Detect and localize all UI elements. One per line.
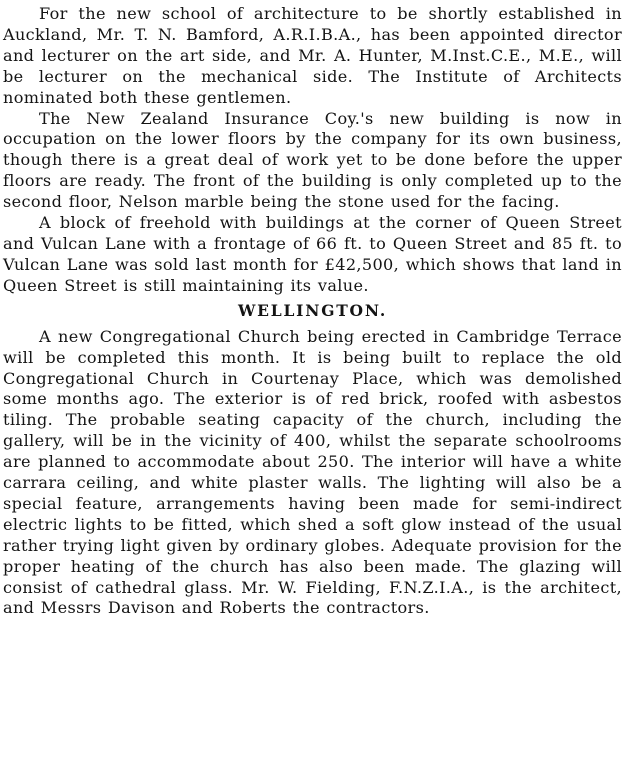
paragraph-insurance-building: The New Zealand Insurance Coy.'s new building is now in occupation on the lower floors by the company for its own business, though there is a great deal of work yet to be done before the upper floors are ready. The front of the building is only completed up to the second floor, Nelson marble being the stone used for the facing. <box>3 108 622 212</box>
section-heading-wellington: WELLINGTON. <box>237 300 388 320</box>
paragraph-architecture-school: For the new school of architecture to be shortly established in Auckland, Mr. T. N. Bamford, A.R.I.B.A., has been appointed director and lecturer on the art side, and Mr. A. Hunter, M.Inst.C.E., M.E., will be lecturer on the mechanical side. The Institute of Architects nominated both these gentlemen. <box>3 4 622 107</box>
paragraph-freehold-sale: A block of freehold with buildings at the corner of Queen Street and Vulcan Lane with a frontage of 66 ft. to Queen Street and 85 ft. to Vulcan Lane was sold last month for £42,500, which shows that land in Queen Street is still maintaining its value. <box>3 213 622 295</box>
paragraph-congregational-church: A new Congregational Church being erected in Cambridge Terrace will be completed this month. It is being built to replace the old Congregational Church in Courtenay Place, which was demolished some months ago. The exterior is of red brick, roofed with asbestos tiling. The probable seating capacity of the church, including the gallery, will be in the vicinity of 400, whilst the separate schoolrooms are planned to accommodate about 250. The interior will have a white carrara ceiling, and white plaster walls. The lighting will also be a special feature, arrangements having been made for semi-indirect electric lights to be fitted, which shed a soft glow instead of the usual rather trying light given by ordinary globes. Adequate provision for the proper heating of the church has also been made. The glazing will consist of cathedral glass. Mr. W. Fielding, F.N.Z.I.A., is the architect, and Messrs Davison and Roberts the contractors. <box>3 326 622 618</box>
